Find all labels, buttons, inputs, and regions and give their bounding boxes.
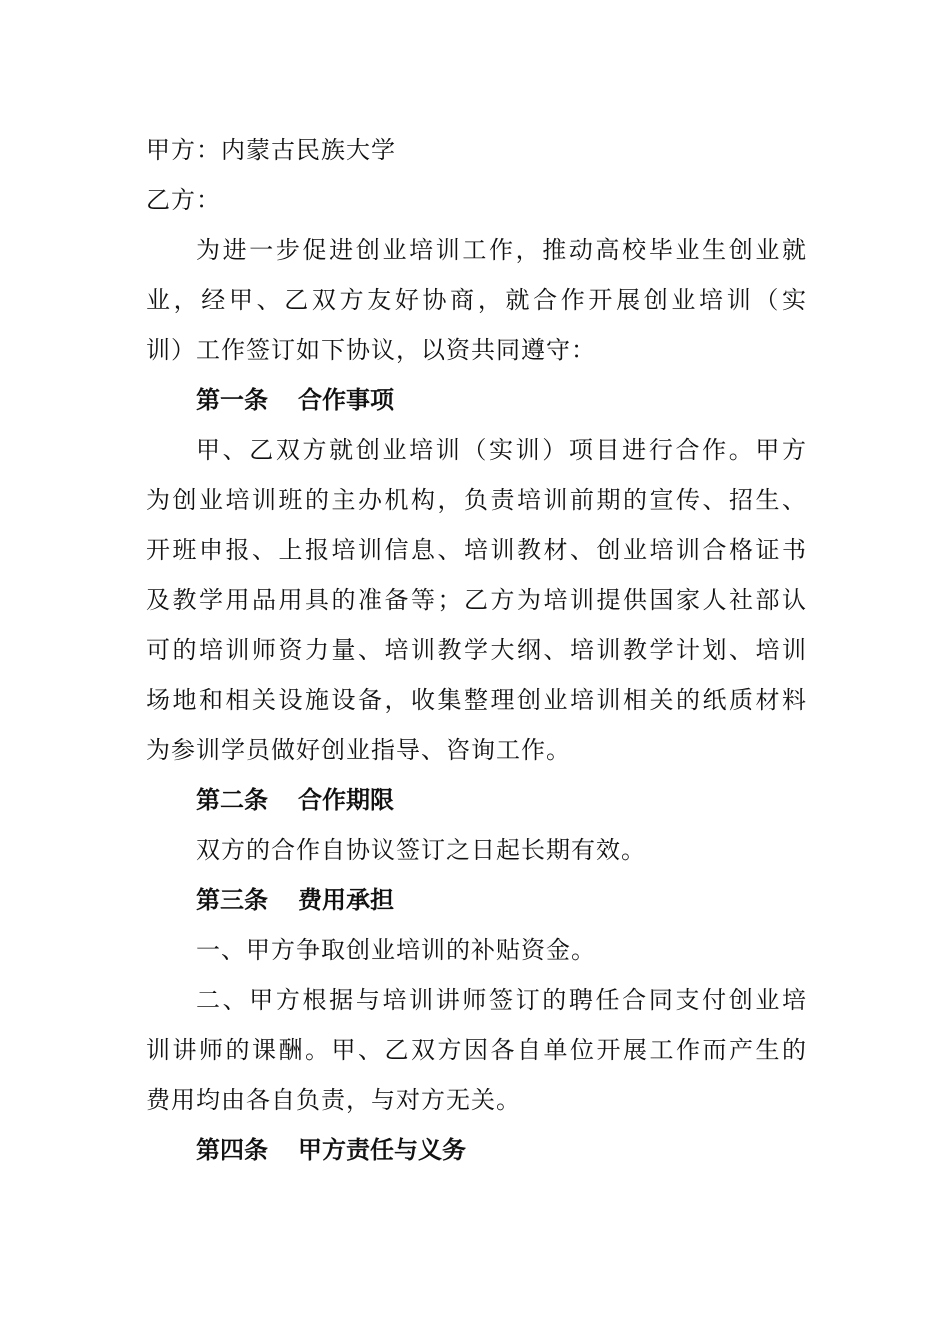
article-heading — [196, 1134, 806, 1166]
party-a-line: 甲方：内蒙古民族大学 — [146, 136, 396, 164]
article-text-line: 为创业培训班的主办机构，负责培训前期的宣传、招生、 — [146, 486, 806, 514]
article-number: 第三条 — [196, 886, 268, 914]
article-text-line: 及教学用品用具的准备等；乙方为培训提供国家人社部认 — [146, 586, 806, 614]
article-number: 第一条 — [196, 386, 268, 414]
article-title: 合作事项 — [298, 386, 394, 414]
article-text-line: 费用均由各自负责，与对方无关。 — [146, 1086, 521, 1114]
preamble-line: 业，经甲、乙双方友好协商，就合作开展创业培训（实 — [146, 286, 806, 314]
preamble-line: 训）工作签订如下协议，以资共同遵守： — [146, 336, 596, 364]
article-text-line: 一、甲方争取创业培训的补贴资金。 — [196, 936, 596, 964]
article-text-line: 训讲师的课酬。甲、乙双方因各自单位开展工作而产生的 — [146, 1036, 806, 1064]
party-b-line: 乙方： — [146, 186, 221, 214]
article-text-line: 甲、乙双方就创业培训（实训）项目进行合作。甲方 — [196, 436, 806, 464]
article-heading — [196, 884, 806, 916]
article-number: 第四条 — [196, 1136, 268, 1164]
article-title: 甲方责任与义务 — [298, 1136, 466, 1164]
article-text-line: 二、甲方根据与培训讲师签订的聘任合同支付创业培 — [196, 986, 806, 1014]
article-title: 费用承担 — [298, 886, 394, 914]
article-heading — [196, 384, 806, 416]
article-number: 第二条 — [196, 786, 268, 814]
article-text-line: 双方的合作自协议签订之日起长期有效。 — [196, 836, 646, 864]
article-heading — [196, 784, 806, 816]
article-title: 合作期限 — [298, 786, 394, 814]
article-text-line: 为参训学员做好创业指导、咨询工作。 — [146, 736, 571, 764]
article-text-line: 开班申报、上报培训信息、培训教材、创业培训合格证书 — [146, 536, 806, 564]
preamble-line: 为进一步促进创业培训工作，推动高校毕业生创业就 — [196, 236, 806, 264]
article-text-line: 可的培训师资力量、培训教学大纲、培训教学计划、培训 — [146, 636, 806, 664]
article-text-line: 场地和相关设施设备，收集整理创业培训相关的纸质材料 — [146, 686, 806, 714]
